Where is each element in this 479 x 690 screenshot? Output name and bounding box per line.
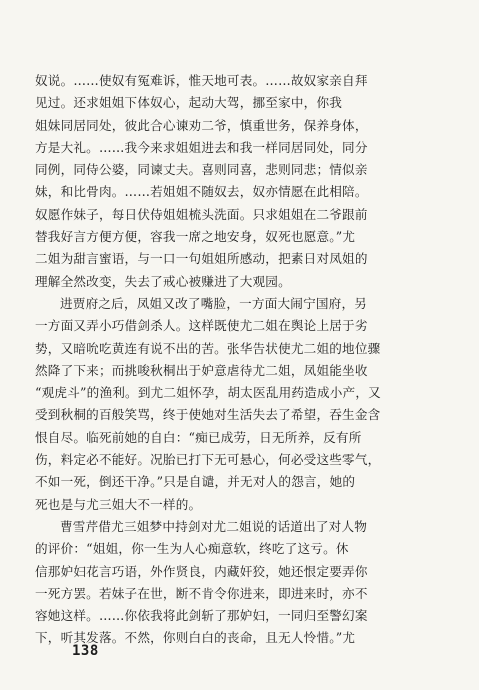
text-line-3: 姐妹同居同处，彼此合心谏劝二爷，慎重世务，保养身体， [35,117,368,133]
text-line-4: 方是大礼。……我今来求姐姐进去和我一样同居同处，同分 [35,139,368,155]
text-line-14: 然降了下来；而挑唆秋桐出于妒意虐待尤二姐，凤姐能坐收 [35,362,368,378]
text-line-26: 下，听其发落。不然，你则白白的丧命，且无人怜惜。”尤 [35,630,356,646]
text-line-13: 势，又暗吮吃黄连有说不出的苦。张华告状使尤二姐的地位骤 [35,340,381,356]
page-text [35,70,451,650]
text-line-23: 信那妒妇花言巧语，外作贤良，内藏奸狡，她还恨定要弄你 [35,563,368,579]
text-line-7: 奴愿作妹子，每日伏侍姐姐梳头洗面。只求姐姐在二爷跟前 [35,206,368,222]
text-line-9: 二姐为甜言蜜语，与一口一句姐姐所感动，把素日对凤姐的 [35,251,368,267]
text-line-2: 见过。还求姐姐下体奴心，起动大驾，挪至家中，你我 [35,95,343,111]
text-line-21: 曹雪芹借尤三姐梦中持剑对尤二姐说的话道出了对人物 [60,518,368,534]
text-line-20: 死也是与尤三姐大不一样的。 [35,496,202,512]
text-line-8: 替我好言方便方便，容我一席之地安身，奴死也愿意。”尤 [35,229,356,245]
text-line-11: 进贾府之后，凤姐又改了嘴脸，一方面大闹宁国府，另 [60,295,368,311]
text-line-18: 伤，料定必不能好。况胎已打下无可悬心，何必受这些零气， [35,452,381,468]
text-line-19: 不如一死，倒还干净。”只是自谴，并无对人的怨言，她的 [35,474,356,490]
text-line-10: 理解全然改变，失去了戒心被赚进了大观园。 [35,273,291,289]
page-number: 138 [72,643,99,659]
text-line-5: 同例，同侍公婆，同谏丈夫。喜则同喜，悲则同悲；情似亲 [35,162,368,178]
text-line-12: 一方面又弄小巧借剑杀人。这样既使尤二姐在舆论上居于劣 [35,318,368,334]
text-line-24: 一死方罢。若妹子在世，断不肯令你进来，即进来时，亦不 [35,585,368,601]
text-line-1: 奴说。……使奴有冤难诉，惟天地可表。……故奴家亲自拜 [35,73,368,88]
text-line-6: 妹，和比骨肉。……若姐姐不随奴去，奴亦情愿在此相陪。 [35,184,368,200]
text-line-22: 的评价：“姐姐，你一生为人心痴意软，终吃了这亏。休 [35,541,349,557]
text-line-25: 容她这样。……你依我将此剑斩了那妒妇，一同归至警幻案 [35,608,368,624]
text-line-15: “观虎斗”的渔利。到尤二姐怀孕，胡太医乱用药造成小产，又 [35,385,381,401]
text-line-17: 恨自尽。临死前她的自白：“痴已成劳，日无所养，反有所 [35,429,362,445]
text-line-16: 受到秋桐的百般笑骂，终于使她对生活失去了希望，吞生金含 [35,407,381,423]
